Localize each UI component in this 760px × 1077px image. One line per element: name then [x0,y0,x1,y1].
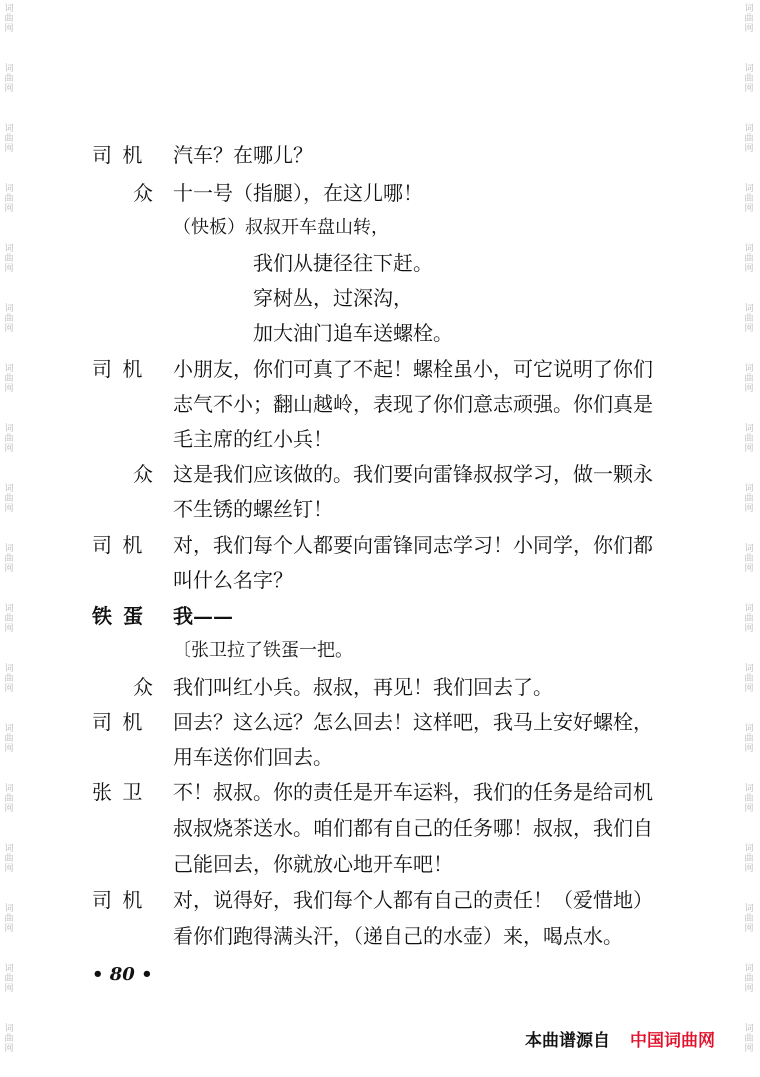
watermark-char: 曲 [744,14,754,24]
watermark-char: 曲 [744,314,754,324]
watermark-char: 词 [4,724,14,734]
watermark-char: 词 [744,304,754,314]
watermark-char: 网 [4,1044,14,1054]
dialogue-line: 小朋友，你们可真了不起！螺栓虽小，可它说明了你们 [173,357,653,381]
watermark-char: 曲 [4,1034,14,1044]
watermark-char: 曲 [4,194,14,204]
speaker-label: 铁 蛋 [92,604,145,628]
dialogue-line: 对，我们每个人都要向雷锋同志学习！小同学，你们都 [173,533,653,557]
watermark-char: 网 [744,24,754,34]
watermark-char: 曲 [744,494,754,504]
stage-direction: 〔张卫拉了铁蛋一把。 [173,640,353,661]
watermark-char: 词 [744,664,754,674]
watermark-char: 网 [744,864,754,874]
watermark-char: 词 [4,964,14,974]
watermark-char: 曲 [744,254,754,264]
dialogue-line: 不生锈的螺丝钉！ [173,497,333,521]
watermark-char: 网 [4,564,14,574]
watermark-char: 曲 [4,74,14,84]
watermark-char: 词 [744,4,754,14]
watermark-char: 曲 [4,554,14,564]
dialogue-line: 对，说得好，我们每个人都有自己的责任！（爱惜地） [173,888,653,912]
watermark-char: 网 [744,84,754,94]
watermark-char: 网 [4,984,14,994]
page-number: • 80 • [92,964,153,985]
watermark-char: 网 [4,684,14,694]
watermark-char: 曲 [4,254,14,264]
speaker-label: 司 机 [92,710,145,734]
watermark-char: 曲 [744,674,754,684]
watermark-char: 词 [4,604,14,614]
watermark-char: 词 [4,304,14,314]
watermark-char: 网 [4,324,14,334]
watermark-char: 网 [744,624,754,634]
source-label: 本曲谱源自 [525,1031,610,1051]
speaker-label: 众 [133,181,155,205]
watermark-char: 曲 [744,374,754,384]
watermark-char: 网 [744,264,754,274]
watermark-char: 网 [744,324,754,334]
watermark-char: 曲 [4,494,14,504]
watermark-char: 词 [4,364,14,374]
watermark-char: 曲 [4,614,14,624]
watermark-char: 词 [744,544,754,554]
speaker-label: 司 机 [92,357,145,381]
watermark-char: 曲 [744,614,754,624]
watermark-char: 曲 [4,434,14,444]
watermark-char: 词 [744,724,754,734]
watermark-char: 曲 [744,974,754,984]
dialogue-line: 志气不小；翻山越岭，表现了你们意志顽强。你们真是 [173,392,653,416]
watermark-char: 曲 [744,1034,754,1044]
watermark-char: 曲 [744,134,754,144]
watermark-char: 词 [744,904,754,914]
watermark-char: 曲 [4,134,14,144]
watermark-char: 网 [744,744,754,754]
watermark-char: 曲 [4,314,14,324]
watermark-char: 曲 [744,74,754,84]
dialogue-line: （快板）叔叔开车盘山转， [173,217,389,238]
speaker-label: 司 机 [92,888,145,912]
watermark-char: 网 [4,924,14,934]
dialogue-line: 己能回去，你就放心地开车吧！ [173,852,453,876]
watermark-char: 曲 [744,434,754,444]
watermark-char: 词 [744,124,754,134]
watermark-char: 曲 [4,374,14,384]
watermark-char: 网 [744,684,754,694]
watermark-char: 网 [4,24,14,34]
speaker-label: 众 [133,675,155,699]
watermark-char: 曲 [744,734,754,744]
watermark-char: 词 [744,964,754,974]
watermark-char: 词 [744,364,754,374]
watermark-char: 网 [4,384,14,394]
watermark-char: 词 [4,544,14,554]
watermark-char: 词 [4,424,14,434]
watermark-char: 词 [4,64,14,74]
watermark-char: 曲 [4,794,14,804]
watermark-char: 网 [4,144,14,154]
dialogue-line: 看你们跑得满头汗，（递自己的水壶）来，喝点水。 [173,924,623,948]
dialogue-line: 这是我们应该做的。我们要向雷锋叔叔学习，做一颗永 [173,462,653,486]
watermark-char: 词 [744,604,754,614]
dialogue-line: 我们叫红小兵。叔叔，再见！我们回去了。 [173,675,553,699]
watermark-char: 词 [4,844,14,854]
watermark-char: 词 [4,184,14,194]
watermark-char: 曲 [744,794,754,804]
watermark-char: 词 [4,484,14,494]
watermark-char: 网 [4,204,14,214]
watermark-char: 曲 [4,14,14,24]
speaker-label: 众 [133,462,155,486]
watermark-char: 曲 [744,194,754,204]
watermark-char: 曲 [4,914,14,924]
dialogue-line: 不！叔叔。你的责任是开车运料，我们的任务是给司机 [173,780,653,804]
verse-line: 加大油门追车送螺栓。 [253,321,453,345]
watermark-char: 曲 [4,674,14,684]
verse-line: 穿树丛，过深沟， [253,286,413,310]
watermark-char: 网 [4,504,14,514]
watermark-char: 网 [4,744,14,754]
watermark-char: 网 [4,804,14,814]
watermark-char: 网 [4,264,14,274]
watermark-char: 曲 [4,974,14,984]
dialogue-line: 汽车？在哪儿？ [173,143,313,167]
watermark-char: 词 [4,784,14,794]
watermark-char: 网 [744,144,754,154]
watermark-char: 网 [744,444,754,454]
speaker-label: 司 机 [92,533,145,557]
dialogue-line: 叫什么名字？ [173,568,293,592]
watermark-char: 网 [744,564,754,574]
watermark-char: 网 [744,1044,754,1054]
source-footer [525,1026,715,1051]
watermark-char: 词 [4,1024,14,1034]
dialogue-line: 回去？这么远？怎么回去！这样吧，我马上安好螺栓， [173,710,653,734]
watermark-char: 词 [744,784,754,794]
watermark-char: 词 [4,664,14,674]
dialogue-line: 我—— [173,604,233,628]
speaker-label: 司 机 [92,143,145,167]
watermark-char: 曲 [744,914,754,924]
watermark-char: 词 [744,844,754,854]
watermark-char: 词 [744,484,754,494]
watermark-char: 词 [744,184,754,194]
dialogue-line: 用车送你们回去。 [173,745,333,769]
watermark-char: 曲 [744,854,754,864]
watermark-char: 网 [4,84,14,94]
watermark-char: 词 [4,244,14,254]
watermark-char: 网 [744,504,754,514]
watermark-char: 词 [4,904,14,914]
watermark-char: 词 [744,424,754,434]
watermark-char: 网 [744,924,754,934]
watermark-char: 网 [744,384,754,394]
watermark-char: 词 [744,244,754,254]
watermark-char: 词 [744,1024,754,1034]
watermark-char: 网 [4,864,14,874]
watermark-char: 网 [744,984,754,994]
verse-line: 我们从捷径往下赶。 [253,251,433,275]
watermark-char: 词 [4,124,14,134]
watermark-char: 网 [4,624,14,634]
dialogue-line: 毛主席的红小兵！ [173,427,333,451]
speaker-label: 张 卫 [92,780,145,804]
watermark-char: 网 [4,444,14,454]
watermark-char: 曲 [4,854,14,864]
dialogue-line: 叔叔烧茶送水。咱们都有自己的任务哪！叔叔，我们自 [173,816,653,840]
watermark-char: 词 [4,4,14,14]
dialogue-line: 十一号（指腿），在这儿哪！ [173,181,423,205]
watermark-char: 曲 [744,554,754,564]
watermark-char: 曲 [4,734,14,744]
watermark-char: 网 [744,204,754,214]
site-name: 中国词曲网 [630,1031,715,1051]
watermark-char: 词 [744,64,754,74]
watermark-char: 网 [744,804,754,814]
